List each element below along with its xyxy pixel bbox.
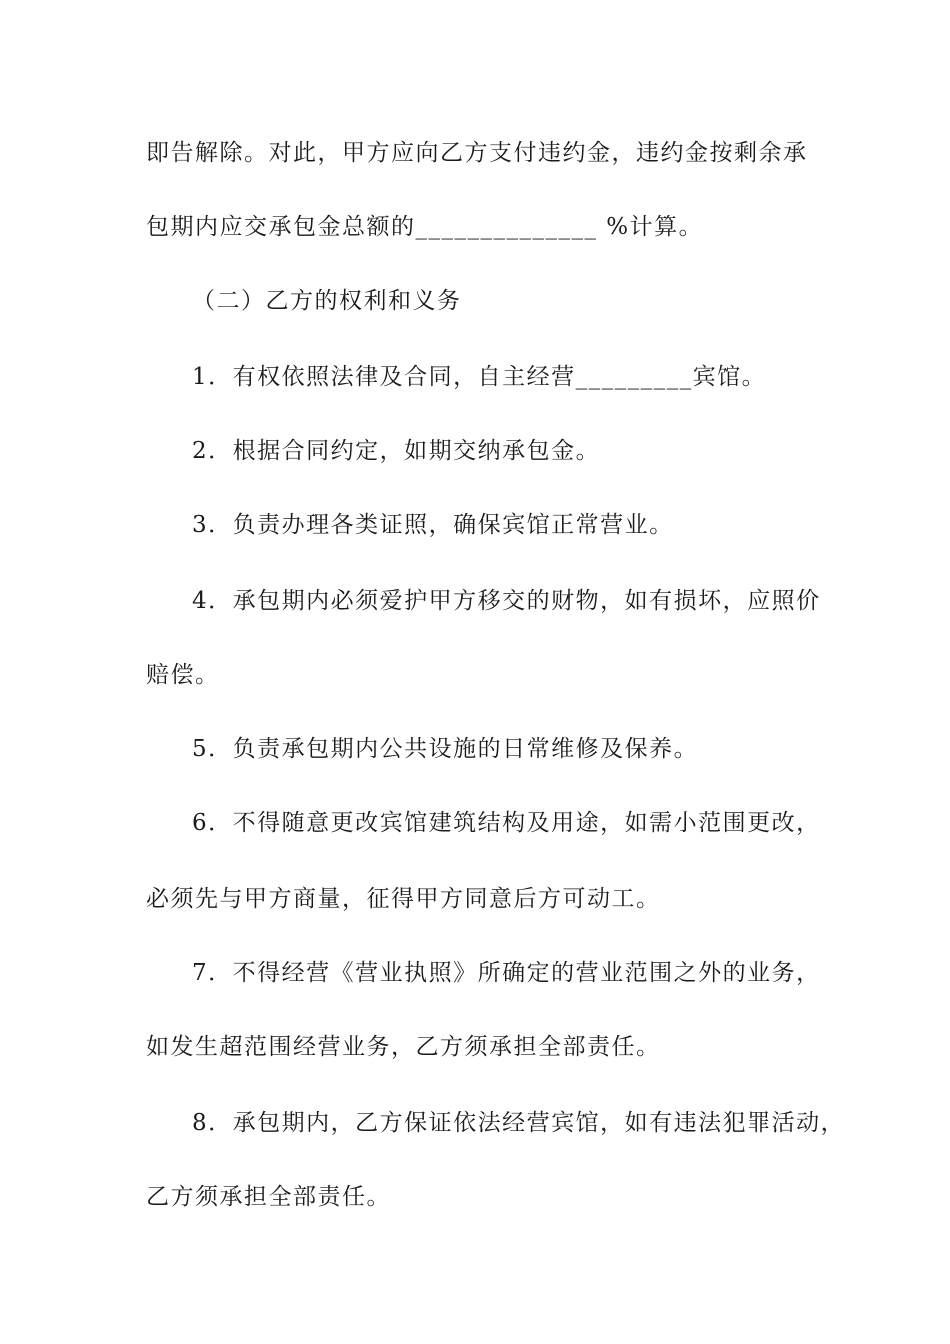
- text-line: 即告解除。对此，甲方应向乙方支付违约金，违约金按剩余承: [146, 140, 808, 166]
- text-line: 乙方须承担全部责任。: [146, 1184, 391, 1210]
- text-line: 必须先与甲方商量，征得甲方同意后方可动工。: [146, 886, 661, 912]
- list-item-6: 6．不得随意更改宾馆建筑结构及用途，如需小范围更改，: [192, 810, 821, 836]
- text-line: 包期内应交承包金总额的______________ %计算。: [146, 214, 704, 240]
- list-item-8: 8．承包期内，乙方保证依法经营宾馆，如有违法犯罪活动，: [192, 1110, 846, 1136]
- text-line: 如发生超范围经营业务，乙方须承担全部责任。: [146, 1034, 661, 1060]
- list-item-4: 4．承包期内必须爱护甲方移交的财物，如有损坏，应照价: [192, 588, 821, 614]
- text-line: 赔偿。: [146, 662, 220, 688]
- list-item-7: 7．不得经营《营业执照》所确定的营业范围之外的业务，: [192, 960, 821, 986]
- list-item-1: 1．有权依照法律及合同，自主经营_________宾馆。: [192, 364, 767, 390]
- list-item-5: 5．负责承包期内公共设施的日常维修及保养。: [192, 736, 699, 762]
- section-heading: （二）乙方的权利和义务: [192, 288, 462, 314]
- list-item-2: 2．根据合同约定，如期交纳承包金。: [192, 438, 601, 464]
- list-item-3: 3．负责办理各类证照，确保宾馆正常营业。: [192, 512, 674, 538]
